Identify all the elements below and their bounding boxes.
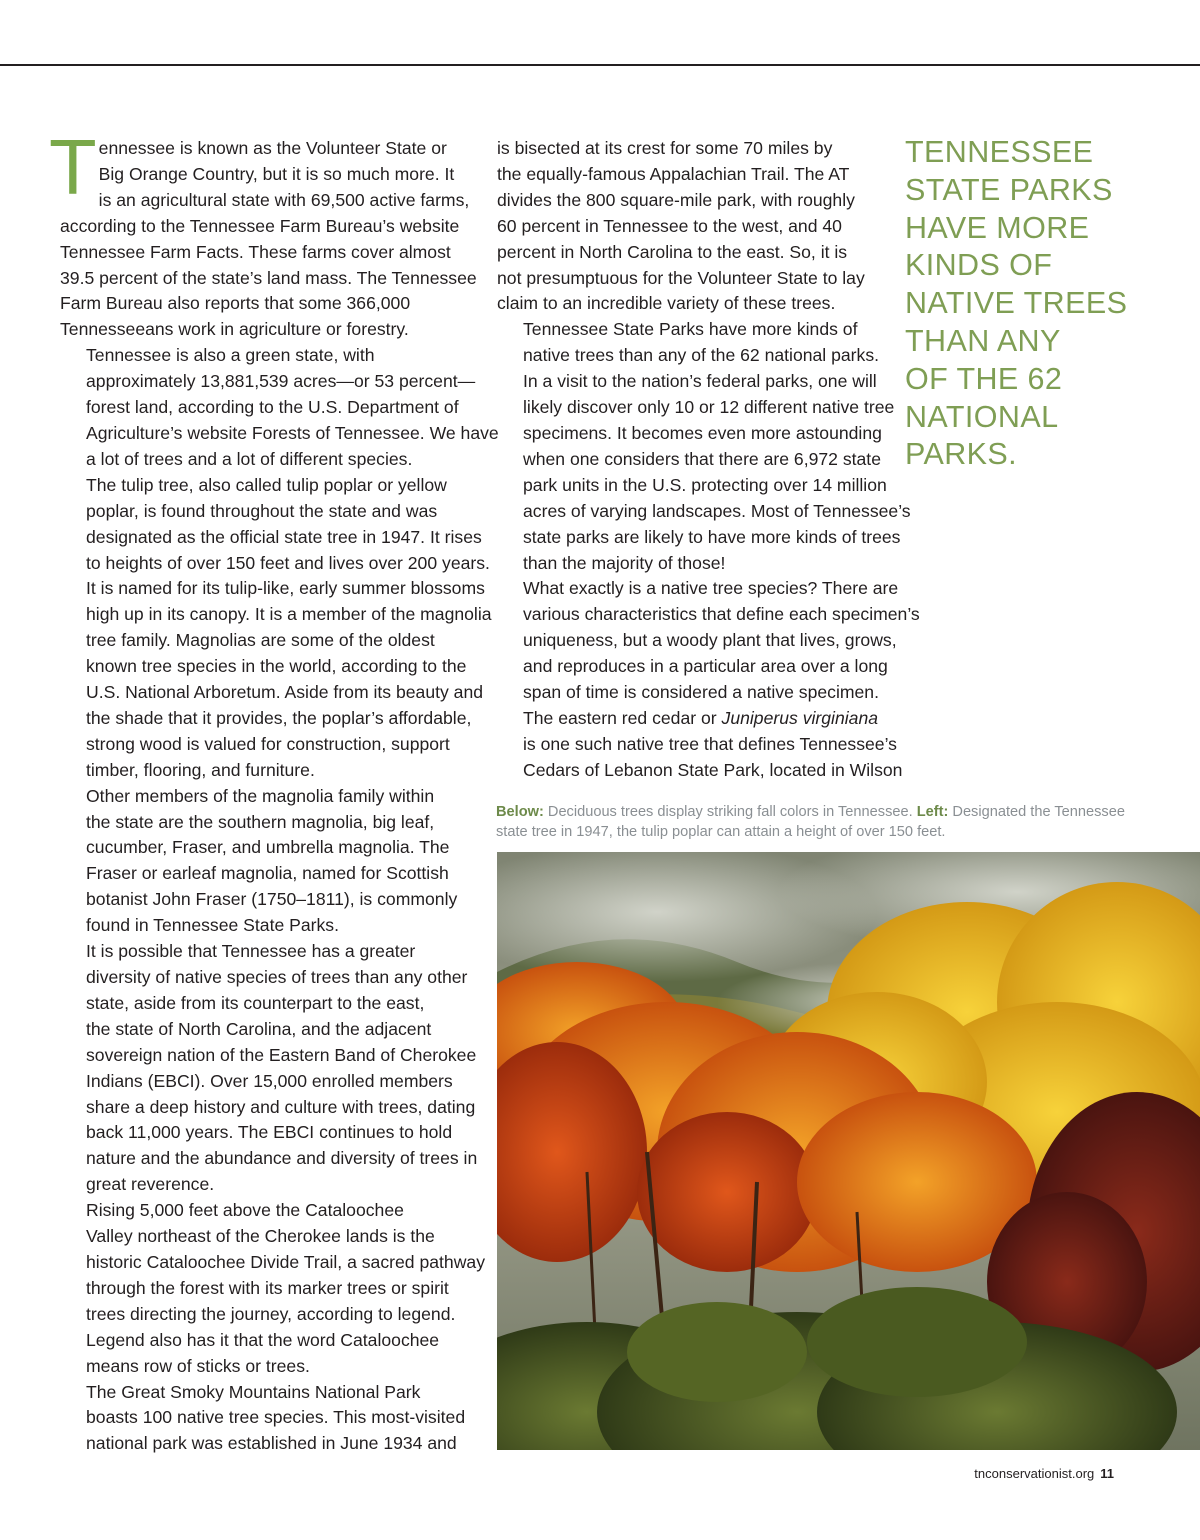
fall-foliage-photo xyxy=(497,852,1200,1450)
text-line: native trees than any of the 62 national parks. xyxy=(523,345,880,366)
caption-label-below: Below: xyxy=(496,804,544,820)
text-line: known tree species in the world, according to the xyxy=(86,656,467,677)
text-line: great reverence. xyxy=(86,1174,215,1195)
text-line: back 11,000 years. The EBCI continues to hold xyxy=(86,1122,453,1143)
text-line: percent in North Carolina to the east. So, it is xyxy=(497,241,848,262)
text-line: It is possible that Tennessee has a greater xyxy=(86,941,416,962)
foliage-illustration xyxy=(497,852,1200,1450)
text-line: historic Cataloochee Divide Trail, a sacred pathway xyxy=(86,1251,485,1272)
text-line: various characteristics that define each specimen’s xyxy=(523,604,920,625)
top-rule xyxy=(0,64,1200,66)
text-line: tree family. Magnolias are some of the oldest xyxy=(86,630,435,651)
text-line: NATIVE TREES xyxy=(905,286,1128,321)
text-line: timber, flooring, and furniture. xyxy=(86,759,315,780)
paragraph xyxy=(497,136,899,317)
text-line: specimens. It becomes even more astounding xyxy=(523,422,882,443)
text-line: a lot of trees and a lot of different species. xyxy=(86,448,413,469)
drop-cap: T xyxy=(49,123,97,211)
text-line: and reproduces in a particular area over a long xyxy=(523,656,888,677)
text-line: What exactly is a native tree species? There are xyxy=(523,578,899,599)
species-name: Juniperus virginiana xyxy=(721,707,879,728)
text-line: nature and the abundance and diversity of trees in xyxy=(86,1148,478,1169)
text-line: Cedars of Lebanon State Park, located in Wilson xyxy=(523,759,903,780)
caption-line xyxy=(496,802,1176,822)
text-line: the state are the southern magnolia, big leaf, xyxy=(86,811,435,832)
text-line: is one such native tree that defines Tennessee’s xyxy=(523,733,897,754)
text-line: THAN ANY xyxy=(905,323,1061,358)
page-number: 11 xyxy=(1100,1466,1114,1481)
text-line: than the majority of those! xyxy=(523,552,726,573)
text-line: likely discover only 10 or 12 different native tree xyxy=(523,397,895,418)
text-line: Indians (EBCI). Over 15,000 enrolled members xyxy=(86,1070,453,1091)
text-line: through the forest with its marker trees or spirit xyxy=(86,1277,449,1298)
text-line: the shade that it provides, the poplar’s affordable, xyxy=(86,707,472,728)
text-line: strong wood is valued for construction, support xyxy=(86,733,450,754)
text-line: Big Orange Country, but it is so much more. It xyxy=(98,163,455,184)
text-line: HAVE MORE xyxy=(905,210,1090,245)
text-line: boasts 100 native tree species. This most-visited xyxy=(86,1407,466,1428)
text-line: TENNESSEE xyxy=(905,135,1094,169)
text-line: KINDS OF xyxy=(905,248,1053,283)
caption-text: Deciduous trees display striking fall colors in Tennessee. xyxy=(543,804,917,820)
text-line: Other members of the magnolia family within xyxy=(86,785,435,806)
text-line: ennessee is known as the Volunteer State or xyxy=(98,138,447,158)
text-line: The tulip tree, also called tulip poplar or yellow xyxy=(86,474,447,495)
page-footer xyxy=(974,1466,1114,1481)
text-line: trees directing the journey, according to legend. xyxy=(86,1303,456,1324)
text-line: The Great Smoky Mountains National Park xyxy=(86,1381,421,1402)
text-line: park units in the U.S. protecting over 14 million xyxy=(523,474,887,495)
paragraph xyxy=(497,576,920,706)
text-line: 39.5 percent of the state’s land mass. The Tennessee xyxy=(60,267,477,288)
text-line: claim to an incredible variety of these trees. xyxy=(497,293,836,314)
text-line: It is named for its tulip-like, early summer blossoms xyxy=(86,578,485,599)
caption-text: Designated the Tennessee xyxy=(948,804,1125,820)
text-line: forest land, according to the U.S. Department of xyxy=(86,397,459,418)
text-line: according to the Tennessee Farm Bureau’s website xyxy=(60,215,460,236)
text-line: Farm Bureau also reports that some 366,000 xyxy=(60,293,411,314)
caption-line: state tree in 1947, the tulip poplar can attain a height of over 150 feet. xyxy=(496,824,946,840)
text-line: Tennesseeans work in agriculture or forestry. xyxy=(60,319,409,340)
text-line: OF THE 62 xyxy=(905,361,1063,396)
text-line: to heights of over 150 feet and lives over 200 years. xyxy=(86,552,490,573)
paragraph-lines xyxy=(60,136,477,343)
text-line: Rising 5,000 feet above the Cataloochee xyxy=(86,1200,404,1221)
text-line: 60 percent in Tennessee to the west, and 40 xyxy=(497,215,842,236)
text-line: Valley northeast of the Cherokee lands is the xyxy=(86,1226,435,1247)
paragraph xyxy=(60,784,472,939)
text-line: state, aside from its counterpart to the east, xyxy=(86,992,425,1013)
text-line: divides the 800 square-mile park, with roughly xyxy=(497,189,855,210)
text-line: cucumber, Fraser, and umbrella magnolia. The xyxy=(86,837,450,858)
text-line: when one considers that there are 6,972 state xyxy=(523,448,881,469)
text-line: In a visit to the nation’s federal parks, one will xyxy=(523,371,877,392)
text-line: is bisected at its crest for some 70 miles by xyxy=(497,138,833,158)
text-line: is an agricultural state with 69,500 active farms, xyxy=(98,189,470,210)
photo-caption xyxy=(496,802,1176,842)
pull-quote xyxy=(905,134,1175,474)
paragraph xyxy=(60,939,478,1198)
text-line: poplar, is found throughout the state and was xyxy=(86,500,438,521)
text-line: NATIONAL xyxy=(905,399,1059,434)
text-line: Tennessee State Parks have more kinds of xyxy=(523,319,858,340)
text-line: Tennessee is also a green state, with xyxy=(86,345,375,366)
paragraph xyxy=(60,1198,485,1379)
text-line: span of time is considered a native specimen. xyxy=(523,682,879,703)
paragraph xyxy=(497,706,903,784)
paragraph xyxy=(60,473,492,784)
text-column-left xyxy=(49,123,499,1457)
caption-label-left: Left: xyxy=(916,804,949,820)
text-line: the equally-famous Appalachian Trail. The AT xyxy=(497,163,850,184)
text-line: diversity of native species of trees than any other xyxy=(86,967,468,987)
text-line: national park was established in June 1934 and xyxy=(86,1433,457,1454)
text-line: PARKS. xyxy=(905,437,1018,472)
text-line: share a deep history and culture with trees, dating xyxy=(86,1096,476,1117)
paragraph xyxy=(60,1380,472,1458)
text-line xyxy=(497,706,899,732)
text-line: sovereign nation of the Eastern Band of Cherokee xyxy=(86,1044,477,1065)
text-line: STATE PARKS xyxy=(905,172,1113,207)
paragraph xyxy=(60,343,499,473)
text-line: uniqueness, but a woody plant that lives, grows, xyxy=(523,630,897,651)
paragraph-lines xyxy=(497,732,903,784)
text-line: found in Tennessee State Parks. xyxy=(86,915,339,936)
text-line: designated as the official state tree in 1947. It rises xyxy=(86,526,482,547)
text-line: Tennessee Farm Facts. These farms cover almost xyxy=(60,241,451,262)
text-line: Agriculture’s website Forests of Tennessee. We have xyxy=(86,422,499,443)
text-line: the state of North Carolina, and the adjacent xyxy=(86,1018,432,1039)
text-line: not presumptuous for the Volunteer State to lay xyxy=(497,267,865,288)
text-line: Legend also has it that the word Cataloochee xyxy=(86,1329,440,1350)
text-line: Fraser or earleaf magnolia, named for Scottish xyxy=(86,863,449,884)
paragraph-intro xyxy=(49,123,477,343)
text-line: acres of varying landscapes. Most of Tennessee’s xyxy=(523,500,911,521)
text-column-middle xyxy=(497,136,920,784)
text-line: means row of sticks or trees. xyxy=(86,1355,310,1376)
text-run: The eastern red cedar or xyxy=(523,707,722,728)
text-line: state parks are likely to have more kinds of trees xyxy=(523,526,901,547)
text-line: U.S. National Arboretum. Aside from its beauty and xyxy=(86,682,484,703)
text-line: approximately 13,881,539 acres—or 53 percent— xyxy=(86,371,476,392)
text-line: high up in its canopy. It is a member of the magnolia xyxy=(86,604,492,625)
website-url: tnconservationist.org xyxy=(974,1466,1095,1481)
paragraph xyxy=(497,317,911,576)
text-line: botanist John Fraser (1750–1811), is commonly xyxy=(86,889,458,910)
